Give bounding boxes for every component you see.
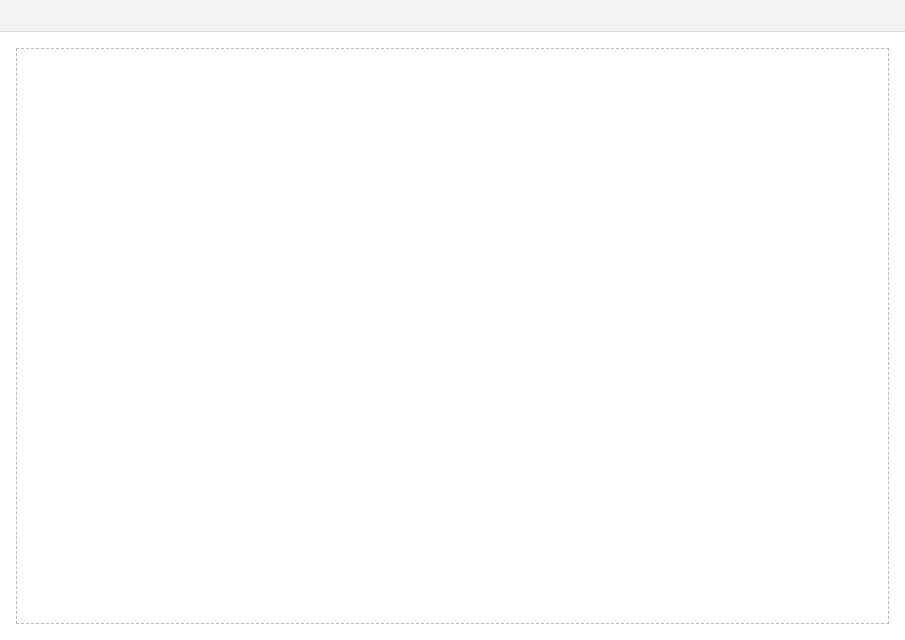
title-bar xyxy=(0,0,905,32)
content-placeholder xyxy=(16,48,889,624)
main-content xyxy=(0,32,905,640)
